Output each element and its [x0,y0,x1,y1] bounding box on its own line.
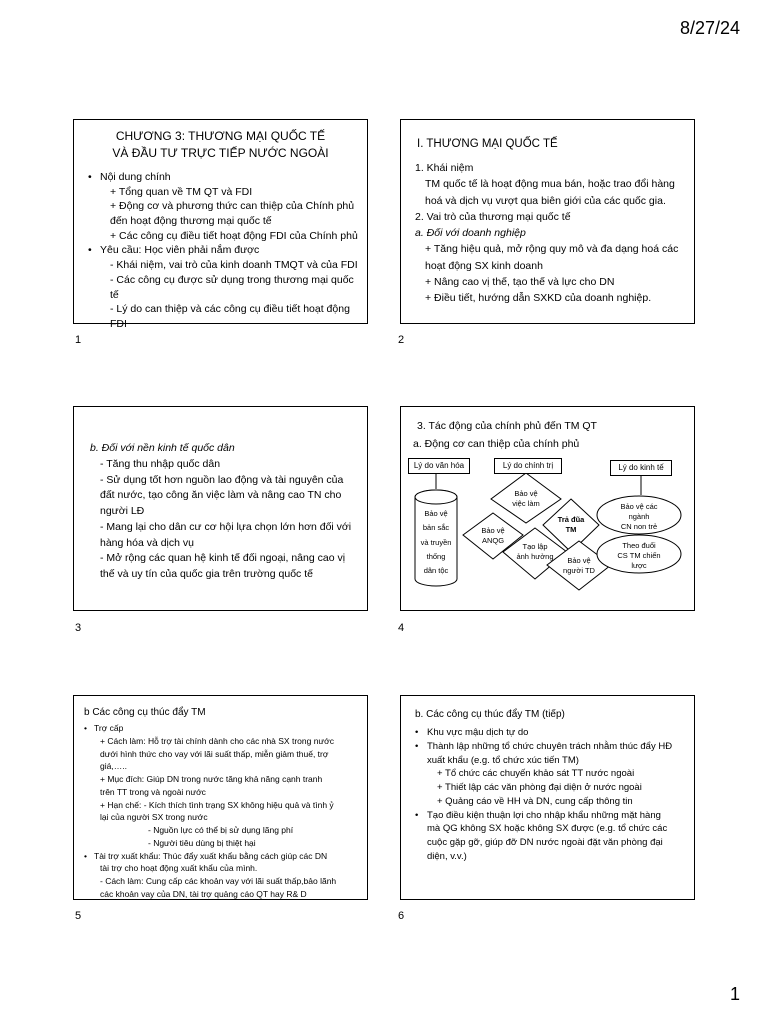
slide-4-number: 4 [398,622,405,634]
bullet-icon: • [84,723,87,733]
slide-2-body: 1. Khái niệm TM quốc tế là hoạt động mua bán, hoặc trao đổi hàng hoá và dịch vụ vượt qua biên giới của các quốc gia. 2. Vai trò của thương mại quốc tế a. Đối với doanh nghiệp + Tăng hiệu quả, mở rộng quy mô và đa dạng hoá các hoạt động SX kinh doanh + Nâng cao vị thế, tạo thế và lực cho DN + Điều tiết, hướng dẫn SXKD của doanh nghiệp. [415,162,679,305]
slide-4-subtitle: a. Động cơ can thiệp của chính phủ [413,438,580,450]
page-number: 1 [729,984,740,1004]
bullet-icon: • [415,809,419,821]
cylinder-top [415,490,457,504]
slide-4 [400,406,695,611]
slide-2 [400,119,695,324]
slide-2-number: 2 [398,334,405,346]
slide-6-title: b. Các công cụ thúc đẩy TM (tiếp) [415,709,565,720]
bullet-icon: • [88,244,92,257]
box-political-reasons: Lý do chính trị [494,458,562,474]
box-cultural-reasons: Lý do văn hóa [408,458,470,474]
slide-6 [400,695,695,900]
slide-3-number: 3 [75,622,82,634]
bullet-icon: • [415,740,419,752]
diamond-consumer-text: Bảo vệ người TD [563,556,595,576]
box-economic-reasons: Lý do kinh tế [610,460,672,476]
diamond-influence-text: Tạo lập ảnh hưởng [516,542,554,562]
diamond-jobs-text: Bảo vệ việc làm [512,489,540,509]
slide-5-body: • Trợ cấp + Cách làm: Hỗ trợ tài chính dành cho các nhà SX trong nước dưới hình thức cho vay với lãi suất thấp, miễn giảm thuế, trợ giá,….. + Mục đích: Giúp DN trong nước tăng khả năng cạnh tranh trên TT trong và ngoài nước + Hạn chế: - Kích thích tình trạng SX không hiệu quả và tình ỷ lại của người SX trong nước - Nguồn lực có thể bị sử dụng lãng phí - Người tiêu dùng bị thiệt hại • Tài trợ xuất khẩu: Thúc đẩy xuất khẩu bằng cách giúp các DN tài trợ cho hoạt động xuất khẩu của mình. - Cách làm: Cung cấp các khoản vay với lãi suất thấp,bảo lãnh các khoản vay của DN, tài trợ quảng cáo QT hay R& D [84,723,337,899]
slide-6-body: • Khu vực mậu dịch tự do • Thành lập những tổ chức chuyên trách nhằm thúc đẩy HĐ xuất khẩu (e.g. tổ chức xúc tiến TM) + Tổ chức các chuyến khảo sát TT nước ngoài + Thiết lập các văn phòng đại diện ở nước ngoài + Quảng cáo về HH và DN, cung cấp thông tin • Tạo điều kiện thuận lợi cho nhập khẩu những mặt hàng mà QG không SX hoặc không SX được (e.g. tổ chức các cuộc gặp gỡ, giúp đỡ DN nước ngoài đặt văn phòng đại diện, v.v.) [415,727,673,862]
slide-3-body: b. Đối với nền kinh tế quốc dân - Tăng thu nhập quốc dân - Sử dụng tốt hơn nguồn lao động và tài nguyên của đất nước, tạo công ăn việc làm và nâng cao TN cho người LĐ - Mang lại cho dân cư cơ hội lựa chọn lớn hơn đối với hàng hóa và dịch vụ - Mở rộng các quan hệ kinh tế đối ngoại, nâng cao vị thế và uy tín của quốc gia trên trường quốc tế [90,442,352,580]
diamond-anqg-text: Bảo vệ ANQG [481,526,505,546]
diamond-retaliation-text: Trả đũa TM [557,515,585,535]
oval-strategic-policy-text: Theo đuổi CS TM chiến lược [617,541,661,571]
bullet-icon: • [415,727,419,738]
slide-2-title: I. THƯƠNG MẠI QUỐC TẾ [417,138,558,150]
oval-infant-industry-text: Bảo vệ các ngành CN non trẻ [620,502,658,532]
slide-3 [73,406,368,611]
slide-1-title: CHƯƠNG 3: THƯƠNG MẠI QUỐC TẾ VÀ ĐẦU TƯ TRỰC TIẾP NƯỚC NGOÀI [112,129,329,161]
cylinder-text: Bảo vệ bản sắc và truyền thống dân tộc [420,509,452,575]
slide-5 [73,695,368,900]
slide-1-number: 1 [75,334,82,346]
bullet-icon: • [88,171,92,183]
bullet-icon: • [84,850,87,861]
slide-1 [73,119,368,330]
slide-5-title: b Các công cụ thúc đẩy TM [84,707,206,718]
slide-6-number: 6 [398,910,405,922]
slide-1-body: • Nội dung chính + Tổng quan về TM QT và FDI + Động cơ và phương thức can thiệp của Chính phủ đến hoạt động thương mại quốc tế + Các công cụ điều tiết hoạt động FDI của Chính phủ • Yêu cầu: Học viên phải nắm được - Khái niệm, vai trò của kinh doanh TMQT và của FDI - Các công cụ được sử dụng trong thương mại quốc tế - Lý do can thiệp và các công cụ điều tiết hoạt động FDI [88,171,358,330]
header-date: 8/27/24 [679,18,740,38]
slide-4-title: 3. Tác động của chính phủ đến TM QT [417,420,597,432]
slide-5-number: 5 [75,910,82,922]
